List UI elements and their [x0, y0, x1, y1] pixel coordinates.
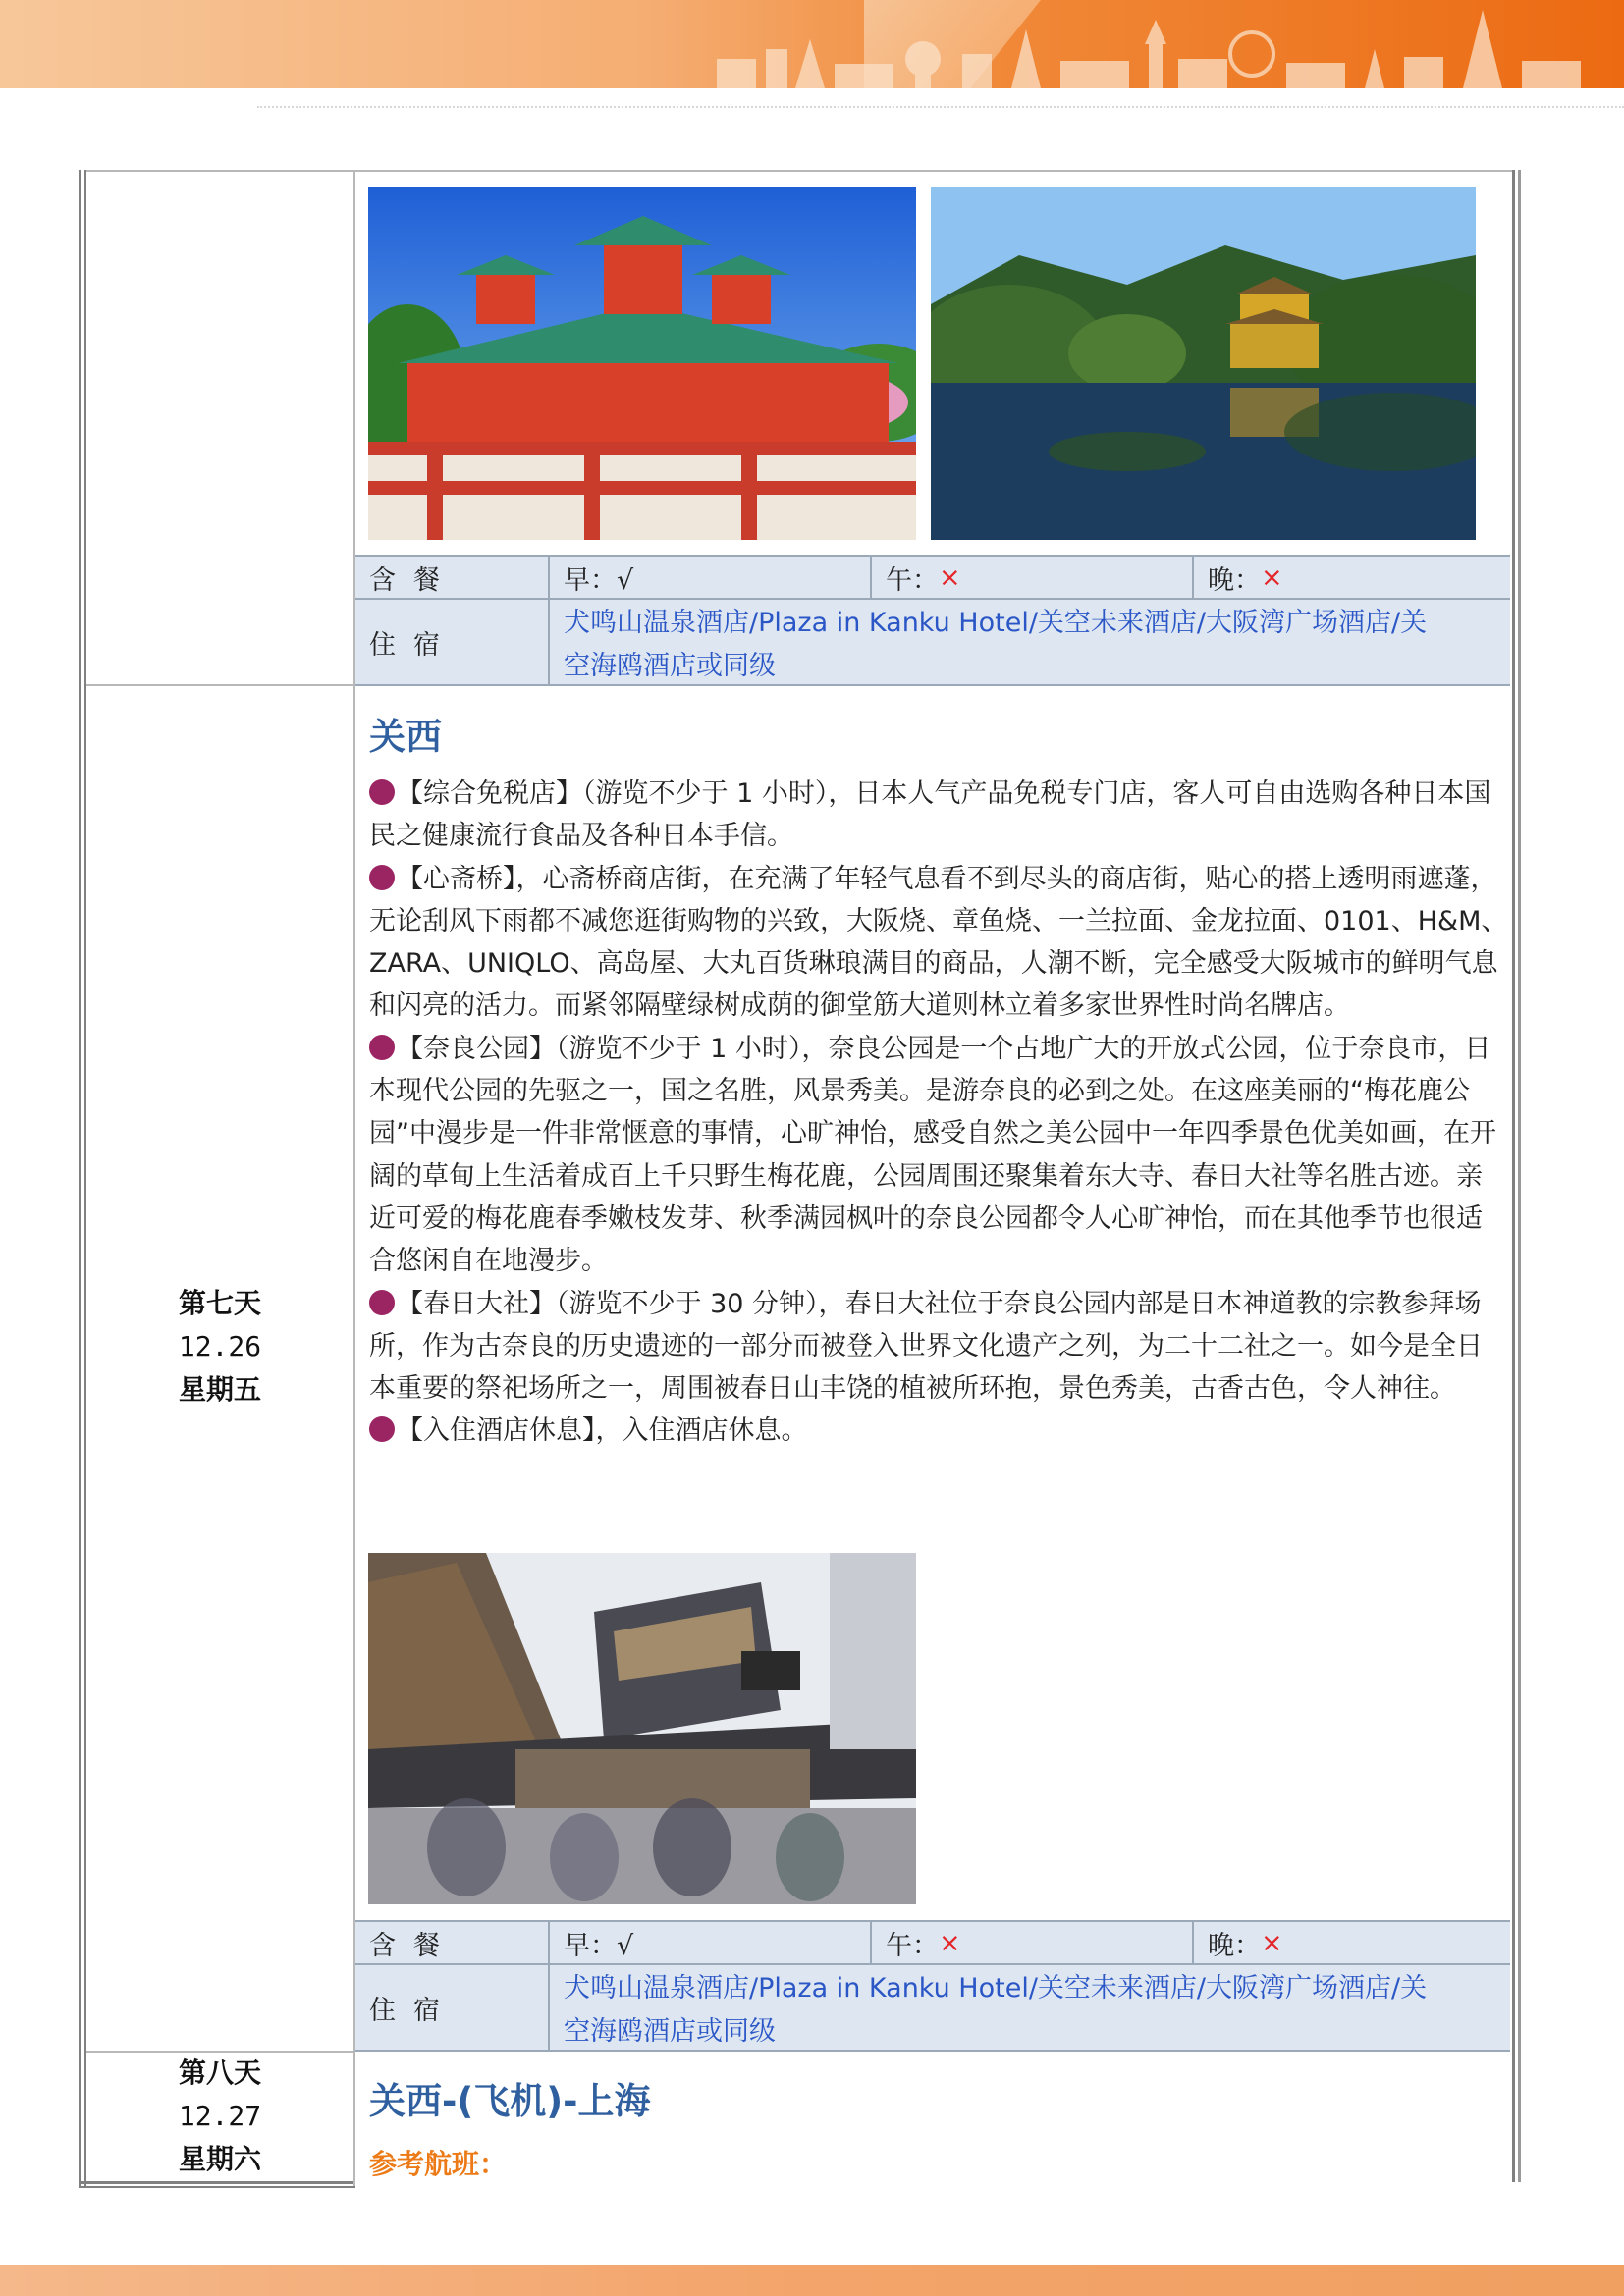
lunch-cross-icon: × — [939, 561, 961, 593]
item-name: 【春日大社】 — [397, 1288, 556, 1319]
table-border-right-outer — [1518, 170, 1521, 2182]
photo-heian-shrine — [368, 187, 916, 540]
lodging-row — [355, 600, 1510, 686]
item-name: 【入住酒店休息】 — [397, 1415, 596, 1447]
dinner-cell — [1194, 557, 1510, 598]
reference-flight-label: 参考航班： — [369, 2148, 508, 2180]
item-name: 【奈良公园】 — [397, 1033, 556, 1064]
day7-label — [86, 1282, 353, 1412]
hotel-line-1: 犬鸣山温泉酒店/Plaza in Kanku Hotel/关空未来酒店/大阪湾广场酒店/关 — [564, 608, 1428, 638]
day7-date: 12.26 — [178, 1330, 262, 1362]
header-rule — [257, 106, 1624, 108]
day7-title: 第七天 — [178, 1287, 261, 1319]
meal-row — [355, 557, 1510, 600]
table-border-bottom — [79, 2181, 355, 2184]
lodging-label: 住宿 — [355, 600, 550, 684]
itinerary-item-shinsaibashi — [369, 858, 1508, 1028]
bullet-icon — [369, 865, 395, 890]
hotel-line-1: 犬鸣山温泉酒店/Plaza in Kanku Hotel/关空未来酒店/大阪湾广场酒店/关 — [564, 1973, 1428, 2003]
table-border-top — [86, 170, 1512, 172]
bullet-icon — [369, 1035, 395, 1060]
day8-date: 12.27 — [178, 2100, 262, 2132]
meal-label: 含餐 — [355, 557, 550, 598]
table-border-bottom-inner — [79, 2186, 355, 2188]
item-text: ，心斋桥商店街，在充满了年轻气息看不到尽头的商店街，贴心的搭上透明雨遮蓬，无论刮风下雨都不减您逛街购物的兴致，大阪烧、章鱼烧、一兰拉面、金龙拉面、0101、H&M、ZARA、UNIQLO、高岛屋、大丸百货琳琅满目的商品，人潮不断，完全感受大阪城市的鲜明气息和闪亮的活力。而紧邻隔壁绿树成荫的御堂筋大道则林立着多家世界性时尚名牌店。 — [369, 863, 1508, 1022]
footer-band — [0, 2265, 1624, 2296]
breakfast-cell: 早：√ — [550, 557, 872, 598]
lunch-label: 午： — [886, 564, 939, 596]
bullet-icon — [369, 779, 395, 805]
meal-row — [355, 1922, 1510, 1965]
table-border-left-inner — [84, 170, 86, 2186]
item-text: （游览不少于 1 小时），日本人气产品免税专门店，客人可自由选购各种日本国民之健康流行食品及各种日本手信。 — [369, 778, 1491, 852]
itinerary-item-kasuga-taisha — [369, 1283, 1508, 1411]
bullet-icon — [369, 1416, 395, 1442]
skyline-graphic — [687, 0, 1620, 88]
itinerary-item-nara-park — [369, 1028, 1508, 1283]
meal-lodging-grid-day7 — [355, 1920, 1510, 2052]
item-text: （游览不少于 1 小时），奈良公园是一个占地广大的开放式公园，位于奈良市，日本现代公园的先驱之一，国之名胜，风景秀美。是游奈良的必到之处。在这座美丽的“梅花鹿公园”中漫步是一件非常惬意的事情，心旷神怡，感受自然之美公园中一年四季景色优美如画，在开阔的草甸上生活着成百上千只野生梅花鹿，公园周围还聚集着东大寺、春日大社等名胜古迹。亲近可爱的梅花鹿春季嫩枝发芽、秋季满园枫叶的奈良公园都令人心旷神怡，而在其他季节也很适合悠闲自在地漫步。 — [369, 1033, 1496, 1277]
photo-shinsaibashi — [368, 1553, 916, 1904]
dinner-cross-icon: × — [1261, 561, 1283, 593]
day7-route-title: 关西 — [369, 716, 442, 758]
item-text: ，入住酒店休息。 — [595, 1415, 808, 1447]
item-name: 【心斋桥】 — [397, 863, 516, 894]
item-name: 【综合免税店】 — [397, 778, 582, 809]
dinner-cell — [1194, 1922, 1510, 1963]
photo-kinkakuji — [931, 187, 1476, 540]
meal-lodging-grid-prev — [355, 555, 1510, 686]
day8-route-title: 关西-(飞机)-上海 — [369, 2080, 651, 2122]
day7-weekday: 星期五 — [178, 1373, 261, 1406]
table-column-separator — [353, 170, 355, 2186]
table-border-left — [79, 170, 81, 2186]
meal-label: 含餐 — [355, 1922, 550, 1963]
item-text: （游览不少于 30 分钟），春日大社位于奈良公园内部是日本神道教的宗教参拜场所，作为古奈良的历史遗迹的一部分而被登入世界文化遗产之列，为二十二社之一。如今是全日本重要的祭祀场所之一，周围被春日山丰饶的植被所环抱，景色秀美，古香古色，令人神往。 — [369, 1288, 1483, 1405]
hotel-line-2: 空海鸥酒店或同级 — [564, 651, 776, 681]
itinerary-item-hotel-rest — [369, 1410, 1508, 1452]
lodging-label: 住宿 — [355, 1965, 550, 2050]
day8-label — [86, 2052, 353, 2181]
hotel-list — [552, 600, 1510, 688]
day8-title: 第八天 — [178, 2056, 261, 2089]
breakfast-cell: 早：√ — [550, 1922, 872, 1963]
lunch-cell — [872, 1922, 1194, 1963]
dinner-cross-icon: × — [1261, 1927, 1283, 1958]
day7-itinerary — [369, 773, 1508, 1453]
hotel-list — [552, 1965, 1510, 2054]
lunch-label: 午： — [886, 1930, 939, 1961]
table-border-right — [1512, 170, 1515, 2182]
hotel-line-2: 空海鸥酒店或同级 — [564, 2016, 776, 2047]
row-separator-day7-top — [86, 684, 355, 686]
header-banner — [0, 0, 1624, 88]
dinner-label: 晚： — [1208, 1930, 1261, 1961]
itinerary-item-duty-free — [369, 773, 1508, 858]
lunch-cell — [872, 557, 1194, 598]
lodging-row — [355, 1965, 1510, 2052]
day8-weekday: 星期六 — [178, 2143, 261, 2175]
dinner-label: 晚： — [1208, 564, 1261, 596]
lunch-cross-icon: × — [939, 1927, 961, 1958]
bullet-icon — [369, 1290, 395, 1315]
